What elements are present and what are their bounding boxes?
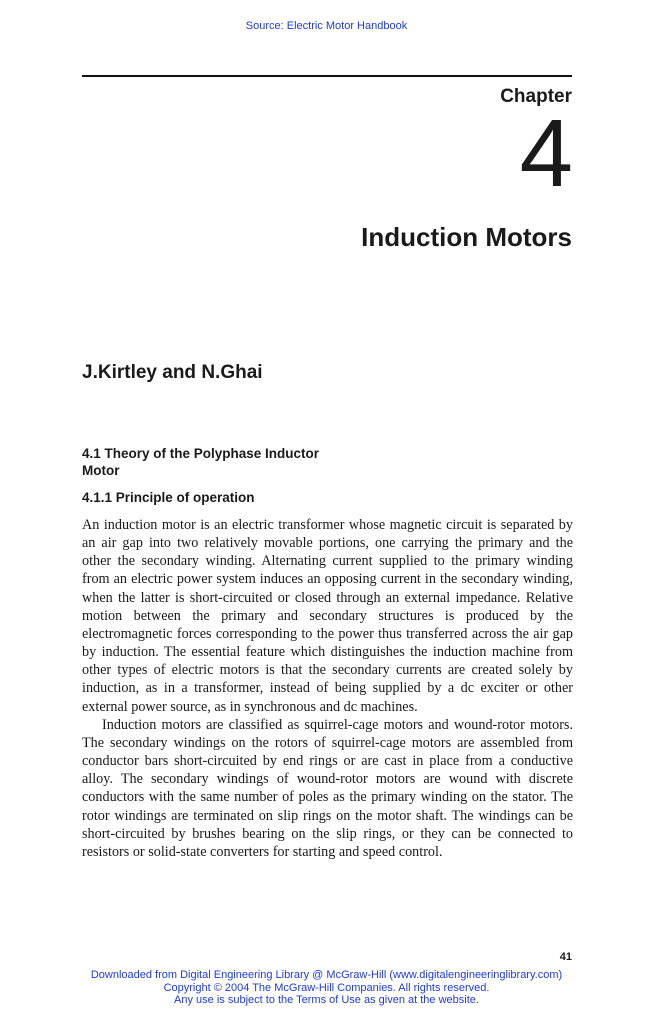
paragraph: An induction motor is an electric transformer whose magnetic circuit is separated by an air gap into two relatively movable portions, one carrying the primary and the other the secondary winding. Alternating current supplied to the primary winding from an electric power system induces an opposing current in the secondary winding, when the latter is short-circuited or closed through an external impedance. Relative motion between the primary and secondary structures is produced by the electromagnetic forces corresponding to the power thus transferred across the air gap by induction. The essential feature which distinguishes the induction machine from other types of electric motors is that the secondary currents are created solely by induction, as in a transformer, instead of being supplied by a dc exciter or other external power source, as in synchronous and dc machines.: [82, 517, 573, 715]
body-text: [82, 516, 573, 861]
footer: [0, 969, 653, 1007]
authors: J.Kirtley and N.Ghai: [82, 362, 263, 383]
subsection-title: 4.1.1 Principle of operation: [82, 490, 255, 505]
source-header: Source: Electric Motor Handbook: [245, 20, 408, 32]
footer-terms-line[interactable]: Any use is subject to the Terms of Use as given at the website.: [174, 994, 479, 1006]
section-title: 4.1 Theory of the Polyphase Inductor Motor: [82, 446, 320, 478]
page-number: 41: [559, 951, 572, 963]
paragraph: Induction motors are classified as squirrel-cage motors and wound-rotor motors. The secondary windings on the rotors of squirrel-cage motors are assembled from conductor bars short-circuited by end rings or are cast in place from a conductive alloy. The secondary windings of wound-rotor motors are wound with discrete conductors with the same number of poles as the primary winding on the stator. The rotor windings are terminated on slip rings on the motor shaft. The windings can be short-circuited by brushes bearing on the slip rings, or they can be connected to resistors or solid-state converters for starting and speed control.: [82, 716, 573, 860]
chapter-rule: [82, 75, 572, 77]
footer-copyright-line: Copyright © 2004 The McGraw-Hill Companies. All rights reserved.: [163, 981, 490, 994]
chapter-title: Induction Motors: [361, 222, 572, 252]
footer-download-line[interactable]: Downloaded from Digital Engineering Library @ McGraw-Hill (www.digitalengineeringlibrary.com): [90, 969, 563, 981]
chapter-label: Chapter: [500, 86, 572, 107]
chapter-number: 4: [519, 100, 573, 207]
